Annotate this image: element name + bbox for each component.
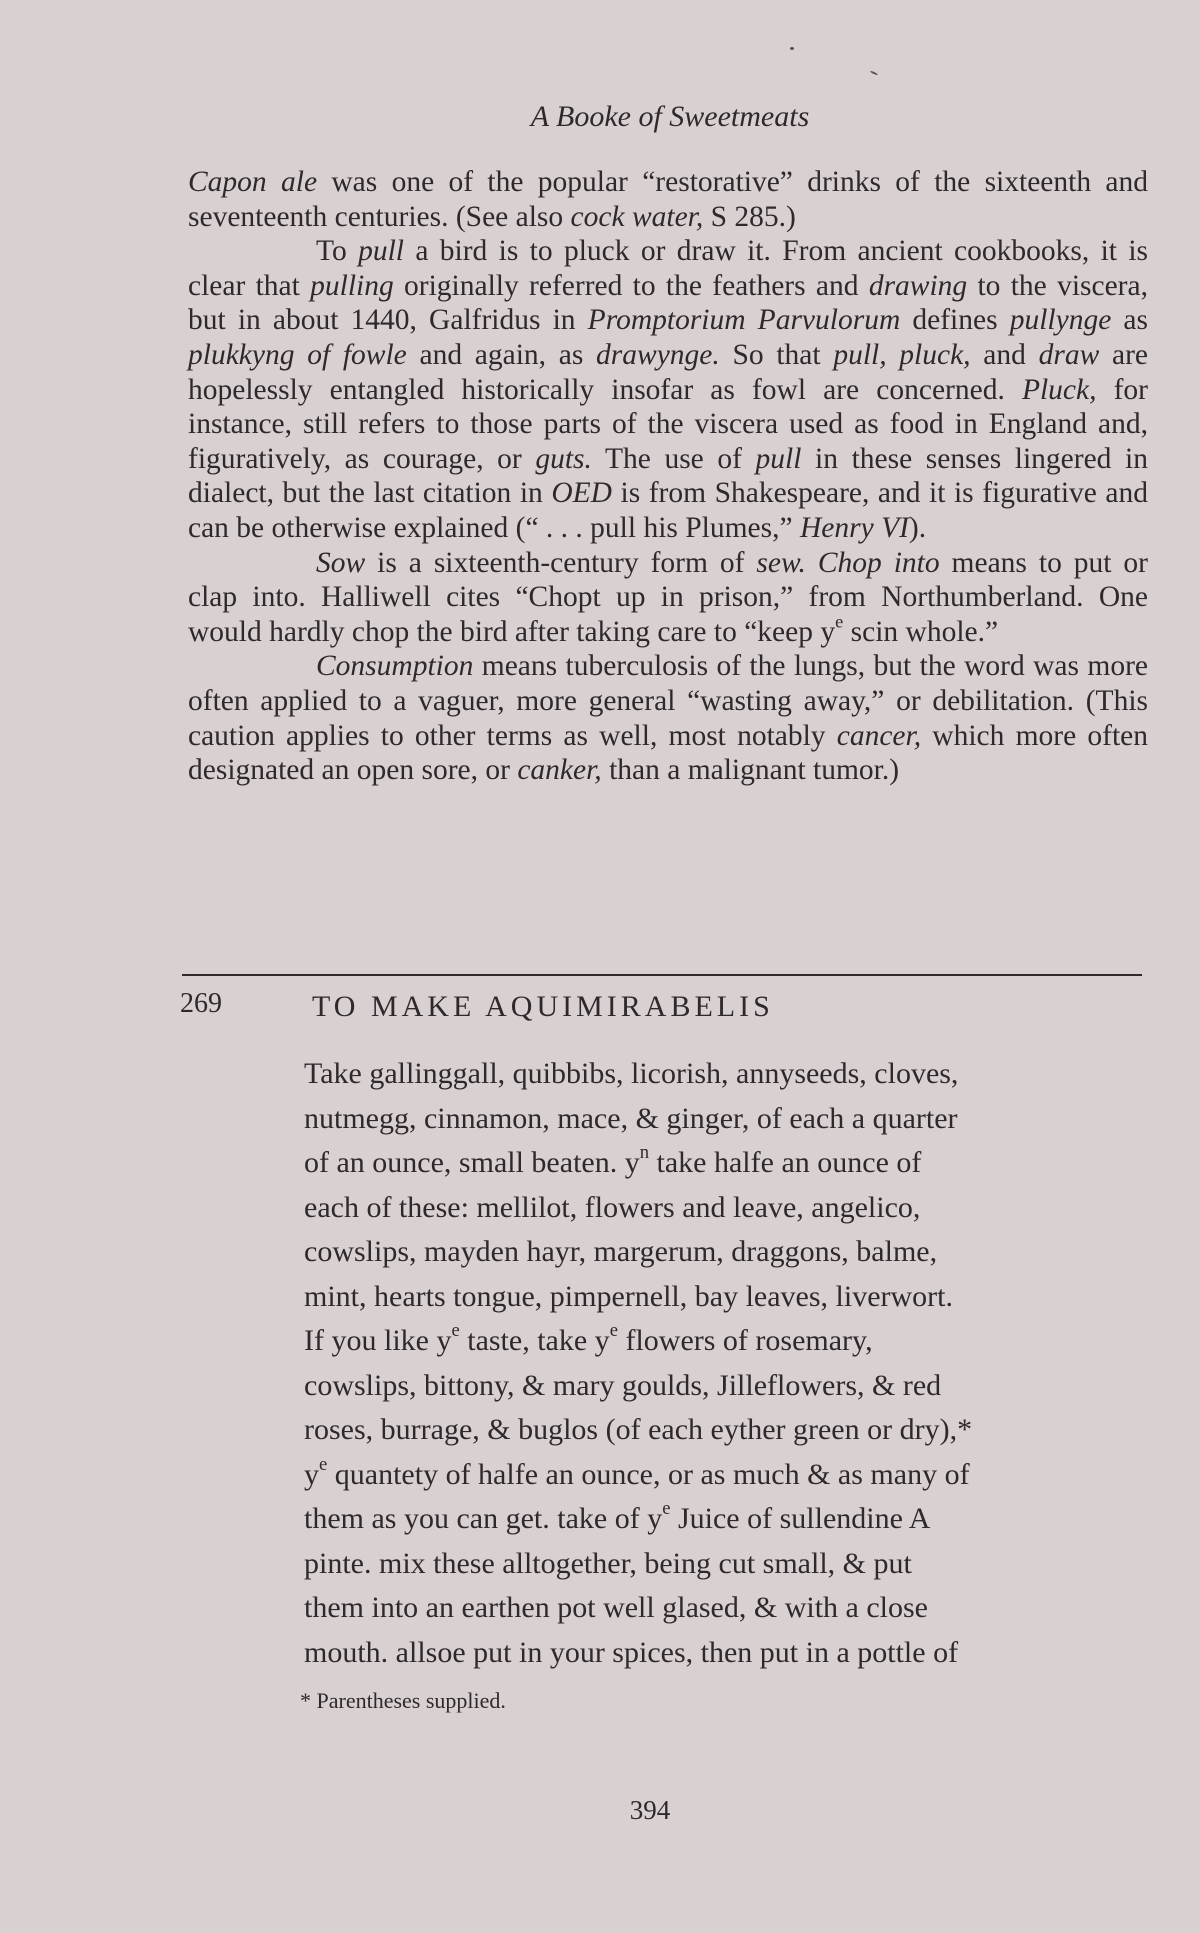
recipe-line: [304, 1230, 1134, 1275]
text-run: To: [316, 235, 359, 268]
italic-term: drawing: [868, 269, 968, 302]
text-run: mouth. allsoe put in your spices, then put in a pottle of: [304, 1635, 959, 1669]
text-run: The use of: [591, 442, 756, 475]
text-run: are hopelessly entangled historically insofar as fowl are concerned.: [188, 338, 1148, 406]
text-run: Juice of sullendine A: [670, 1502, 931, 1535]
italic-term: plukkyng of fowle: [188, 338, 407, 371]
text-run: pinte. mix these alltogether, being cut small, & put: [304, 1546, 912, 1580]
recipe-line: [304, 1453, 1134, 1498]
text-run: them as you can get. take of y: [304, 1502, 663, 1535]
text-run: take halfe an ounce of: [649, 1146, 922, 1179]
text-run: y: [304, 1457, 319, 1491]
italic-term: OED: [551, 477, 612, 510]
text-run: If you like y: [304, 1324, 452, 1357]
text-run: ).: [908, 511, 927, 544]
text-run: was one of the popular “restorative” drinks of the sixteenth and seventeenth centuries. (See also: [188, 166, 1148, 233]
recipe-line: [304, 1408, 1134, 1453]
text-run: and again, as: [406, 338, 597, 371]
text-run: them into an earthen pot well glased, & with a close: [304, 1591, 928, 1624]
text-run: So that: [719, 338, 834, 371]
commentary-paragraph: [188, 649, 1148, 787]
text-run: nutmegg, cinnamon, mace, & ginger, of each a quarter: [304, 1101, 958, 1135]
text-run: as: [1111, 304, 1148, 337]
text-run: taste, take y: [459, 1324, 610, 1357]
superscript-letter: e: [319, 1453, 328, 1475]
text-run: Take gallinggall, quibbibs, licorish, annyseeds, cloves,: [304, 1057, 959, 1090]
superscript-letter: e: [609, 1320, 618, 1342]
text-run: of an ounce, small beaten. y: [304, 1146, 640, 1179]
text-run: flowers of rosemary,: [617, 1324, 873, 1357]
recipe-line: [304, 1052, 1134, 1097]
text-run: originally referred to the feathers and: [393, 269, 869, 302]
italic-term: canker,: [517, 754, 602, 787]
italic-term: Capon ale: [188, 166, 318, 198]
text-run: cowslips, mayden hayr, margerum, draggons, balme,: [304, 1235, 938, 1268]
recipe-line: [304, 1141, 1134, 1186]
commentary-paragraph: [188, 165, 1148, 234]
text-run: in these senses lingered in dialect, but the last citation in: [188, 442, 1148, 510]
text-run: [806, 547, 818, 579]
italic-term: Chop into: [817, 546, 940, 579]
section-divider: [182, 974, 1142, 976]
italic-term: pull: [755, 442, 802, 475]
italic-term: Henry VI: [799, 511, 909, 544]
commentary-paragraph: [188, 234, 1148, 545]
recipe-line: [304, 1364, 1134, 1409]
text-run: is a sixteenth-century form of: [365, 546, 757, 579]
text-run: defines: [900, 304, 1010, 337]
italic-term: pulling: [310, 269, 394, 302]
italic-term: drawynge.: [596, 338, 720, 371]
commentary-paragraph: [188, 546, 1148, 650]
italic-term: Promptorium Parvulorum: [587, 304, 901, 337]
recipe-text: [304, 1052, 1134, 1675]
recipe-line: [304, 1586, 1134, 1631]
print-speck: [870, 70, 878, 75]
recipe-line: [304, 1275, 1134, 1320]
superscript-letter: e: [662, 1498, 671, 1520]
italic-term: cancer,: [836, 719, 922, 752]
italic-term: guts.: [535, 442, 592, 475]
recipe-title: TO MAKE AQUIMIRABELIS: [312, 990, 774, 1023]
text-run: which more often designated an open sore, or: [188, 719, 1148, 787]
recipe-line: [304, 1186, 1134, 1231]
print-speck: [790, 47, 794, 50]
text-run: quantety of halfe an ounce, or as much & as many of: [327, 1457, 970, 1491]
footnote: * Parentheses supplied.: [300, 1688, 506, 1713]
commentary: [188, 165, 1148, 788]
text-run: is from Shakespeare, and it is figurative and can be otherwise explained (“ . . . pull his Plumes,”: [188, 477, 1148, 544]
recipe-line: [304, 1097, 1134, 1142]
text-run: and: [970, 338, 1039, 371]
text-run: mint, hearts tongue, pimpernell, bay leaves, liverwort.: [304, 1279, 953, 1313]
italic-term: pull, pluck,: [833, 338, 971, 371]
running-head: A Booke of Sweetmeats: [530, 100, 810, 133]
italic-term: Pluck,: [1021, 373, 1097, 406]
superscript-letter: e: [451, 1320, 460, 1342]
italic-term: pullynge: [1009, 304, 1112, 337]
text-run: means tuberculosis of the lungs, but the word was more often applied to a vaguer, more general “wasting away,” or debilitation. (This caution applies to other terms as well, most notably: [188, 650, 1148, 752]
text-run: a bird is to pluck or draw it. From ancient cookbooks, it is clear that: [188, 235, 1148, 302]
text-run: S 285.): [703, 200, 796, 233]
superscript-letter: e: [835, 611, 844, 632]
text-run: each of these: mellilot, flowers and leave, angelico,: [304, 1190, 921, 1224]
recipe-line: [304, 1631, 1134, 1676]
text-run: cowslips, bittony, & mary goulds, Jilleflowers, & red: [304, 1368, 942, 1402]
recipe-number: 269: [180, 988, 222, 1019]
text-run: for instance, still refers to those parts of the viscera used as food in England and, figuratively, as courage, or: [188, 373, 1148, 475]
text-run: than a malignant tumor.): [601, 754, 900, 787]
italic-term: pull: [358, 235, 404, 268]
recipe-line: [304, 1542, 1134, 1587]
text-run: to the viscera, but in about 1440, Galfridus in: [188, 269, 1148, 337]
italic-term: sew.: [756, 546, 806, 579]
italic-term: Sow: [316, 546, 366, 579]
italic-term: Consumption: [316, 650, 474, 683]
recipe-line: [304, 1319, 1134, 1364]
superscript-letter: n: [639, 1142, 650, 1164]
page-number: 394: [629, 1795, 671, 1825]
text-run: scin whole.”: [843, 615, 999, 648]
recipe-line: [304, 1497, 1134, 1542]
italic-term: draw: [1038, 338, 1100, 371]
text-run: roses, burrage, & buglos (of each eyther green or dry),*: [304, 1413, 973, 1446]
italic-term: cock water,: [570, 200, 704, 233]
text-run: means to put or clap into. Halliwell cites “Chopt up in prison,” from Northumberland. One would hardly chop the bird after taking care to “keep y: [188, 546, 1148, 648]
